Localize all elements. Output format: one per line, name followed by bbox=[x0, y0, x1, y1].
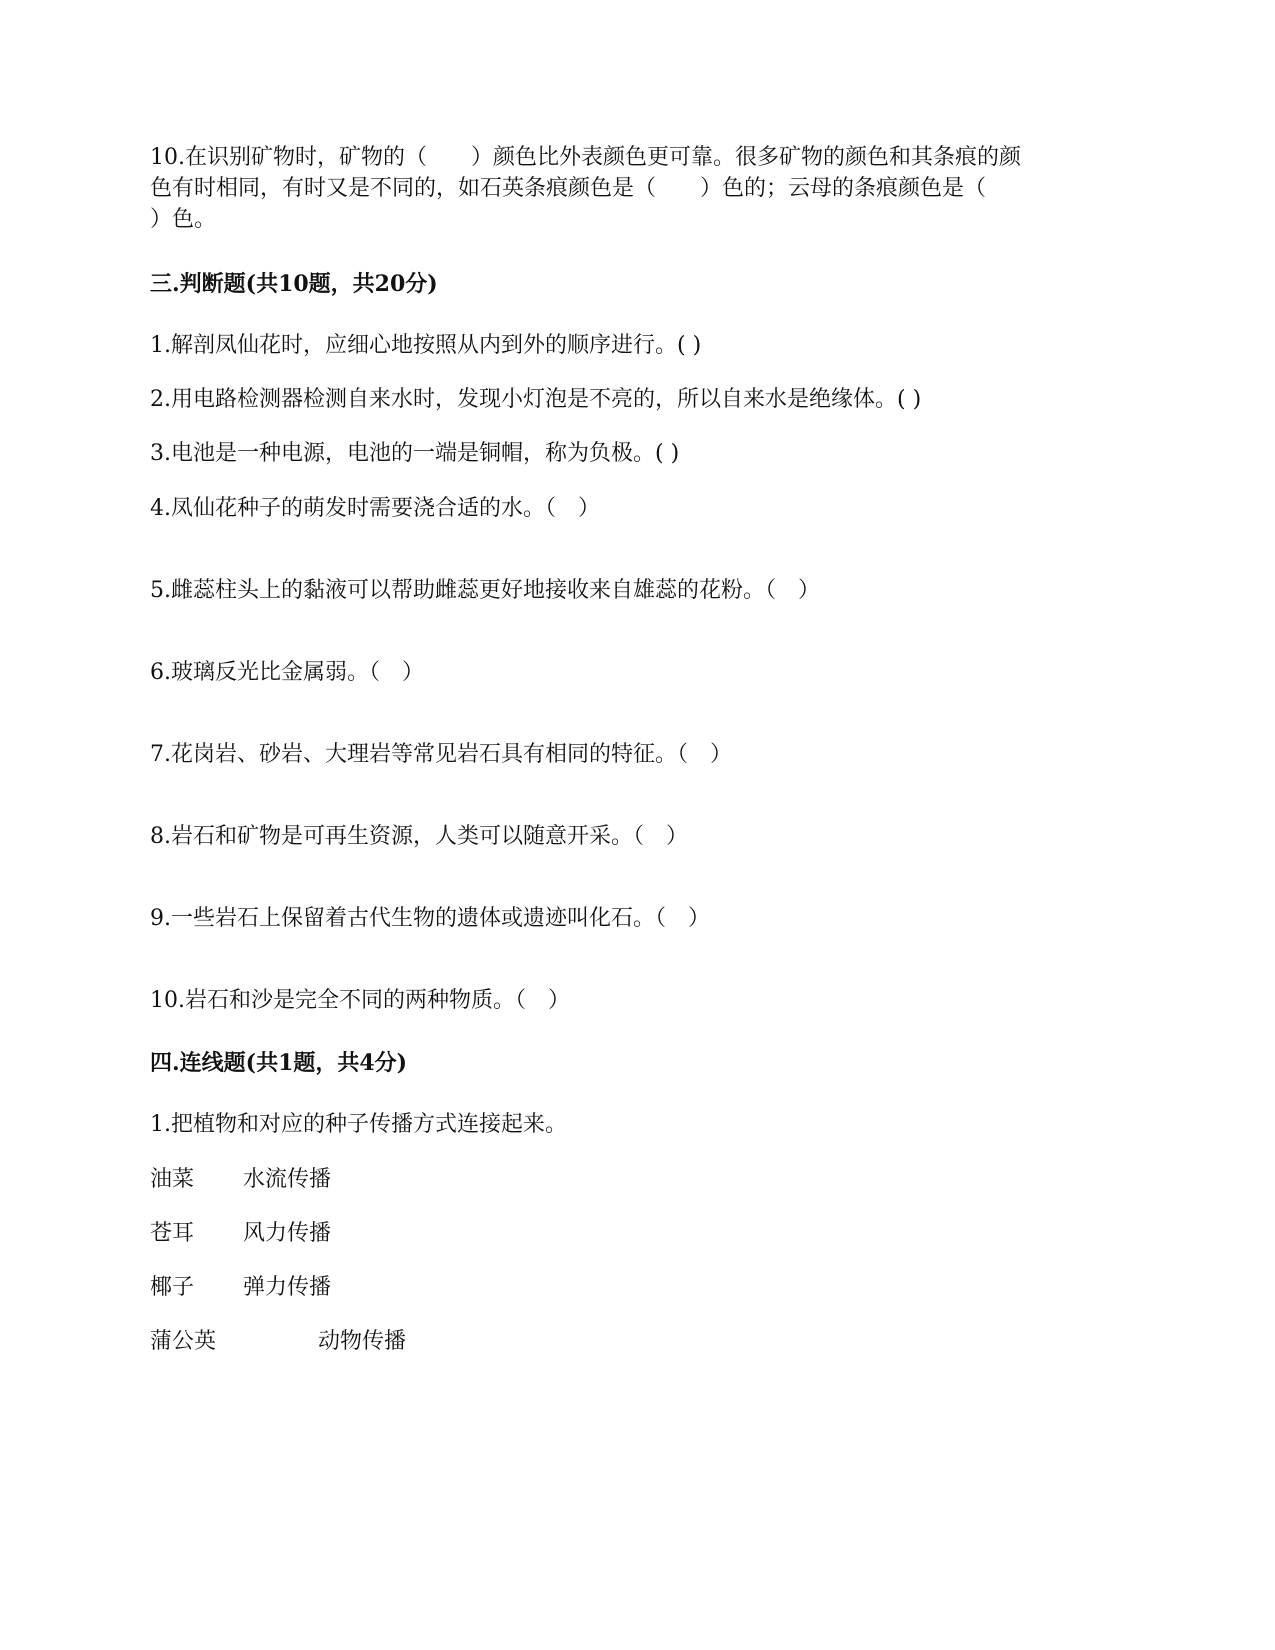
dispersal-method: 水流传播 bbox=[243, 1167, 332, 1192]
question-10-line-3: ）色。 bbox=[150, 207, 217, 232]
question-10-line-2: 色有时相同，有时又是不同的，如石英条痕颜色是（ ）色的；云母的条痕颜色是（ bbox=[150, 176, 987, 201]
judgment-item-7: 7.花岗岩、砂岩、大理岩等常见岩石具有相同的特征。（ ） bbox=[150, 742, 732, 767]
plant-name: 苍耳 bbox=[150, 1221, 195, 1246]
matching-question-1: 1.把植物和对应的种子传播方式连接起来。 bbox=[150, 1112, 567, 1137]
plant-name: 蒲公英 bbox=[150, 1329, 217, 1354]
judgment-item-8: 8.岩石和矿物是可再生资源，人类可以随意开采。（ ） bbox=[150, 824, 688, 849]
judgment-item-4: 4.凤仙花种子的萌发时需要浇合适的水。（ ） bbox=[150, 496, 600, 521]
judgment-item-10: 10.岩石和沙是完全不同的两种物质。（ ） bbox=[150, 988, 570, 1013]
dispersal-method: 弹力传播 bbox=[243, 1275, 332, 1300]
judgment-item-5: 5.雌蕊柱头上的黏液可以帮助雌蕊更好地接收来自雄蕊的花粉。（ ） bbox=[150, 578, 820, 603]
dispersal-method: 风力传播 bbox=[243, 1221, 332, 1246]
question-10-line-1: 10.在识别矿物时，矿物的（ ）颜色比外表颜色更可靠。很多矿物的颜色和其条痕的颜 bbox=[150, 145, 1021, 170]
judgment-item-2: 2.用电路检测器检测自来水时，发现小灯泡是不亮的，所以自来水是绝缘体。( ) bbox=[150, 387, 922, 412]
judgment-item-3: 3.电池是一种电源，电池的一端是铜帽，称为负极。( ) bbox=[150, 441, 680, 466]
judgment-item-1: 1.解剖凤仙花时，应细心地按照从内到外的顺序进行。( ) bbox=[150, 333, 702, 358]
plant-name: 油菜 bbox=[150, 1167, 195, 1192]
dispersal-method: 动物传播 bbox=[318, 1329, 407, 1354]
judgment-item-9: 9.一些岩石上保留着古代生物的遗体或遗迹叫化石。（ ） bbox=[150, 906, 710, 931]
judgment-item-6: 6.玻璃反光比金属弱。（ ） bbox=[150, 660, 424, 685]
section-4-heading: 四.连线题(共1题，共4分) bbox=[150, 1050, 408, 1076]
section-3-heading: 三.判断题(共10题，共20分) bbox=[150, 271, 438, 297]
plant-name: 椰子 bbox=[150, 1275, 195, 1300]
